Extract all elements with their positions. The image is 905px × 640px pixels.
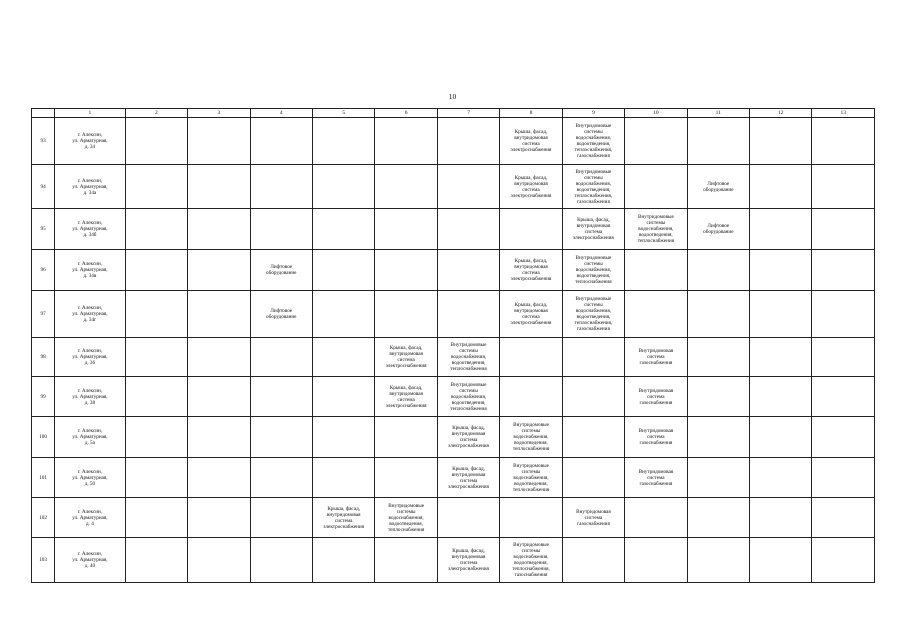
empty-cell xyxy=(312,118,374,165)
empty-cell xyxy=(625,538,687,583)
empty-cell xyxy=(250,165,312,209)
address-cell: г. Алексин, ул. Арматурная, д. 34а xyxy=(55,165,126,209)
work-type-cell: Внутридомовые системы водоснабжения, водоотведения, теплоснабжения xyxy=(437,338,499,377)
empty-cell xyxy=(375,291,437,338)
empty-cell xyxy=(687,458,749,498)
header-cell: 1 xyxy=(55,109,126,118)
empty-cell xyxy=(188,118,250,165)
header-cell: 10 xyxy=(625,109,687,118)
empty-cell xyxy=(812,498,875,538)
work-type-cell: Крыша, фасад, внутридомовая система электроснабжения xyxy=(500,165,562,209)
empty-cell xyxy=(750,165,812,209)
work-type-cell: Внутридомовая система газоснабжения xyxy=(625,338,687,377)
empty-cell xyxy=(250,417,312,458)
empty-cell xyxy=(500,209,562,250)
empty-cell xyxy=(687,338,749,377)
empty-cell xyxy=(625,165,687,209)
table-row xyxy=(32,538,875,583)
empty-cell xyxy=(375,538,437,583)
work-type-cell: Внутридомовая система газоснабжения xyxy=(625,377,687,417)
empty-cell xyxy=(125,458,187,498)
address-cell: г. Алексин, ул. Арматурная, д. 50 xyxy=(55,458,126,498)
empty-cell xyxy=(250,377,312,417)
empty-cell xyxy=(812,458,875,498)
work-type-cell: Внутридомовые системы водоснабжения, водоотведения, теплоснабжения xyxy=(500,458,562,498)
work-type-cell: Внутридомовые системы водоснабжения, водоотведения, теплоснабжения xyxy=(500,417,562,458)
empty-cell xyxy=(625,118,687,165)
empty-cell xyxy=(312,417,374,458)
empty-cell xyxy=(562,458,624,498)
empty-cell xyxy=(812,538,875,583)
empty-cell xyxy=(312,338,374,377)
table-header-row xyxy=(32,109,875,118)
empty-cell xyxy=(188,498,250,538)
empty-cell xyxy=(125,498,187,538)
empty-cell xyxy=(375,250,437,291)
row-number-cell: 97 xyxy=(32,291,55,338)
header-cell: 13 xyxy=(812,109,875,118)
empty-cell xyxy=(250,458,312,498)
empty-cell xyxy=(437,118,499,165)
work-type-cell: Лифтовое оборудование xyxy=(250,250,312,291)
work-type-cell: Внутридомовые системы водоснабжения, водоотведения, теплоснабжения xyxy=(562,250,624,291)
empty-cell xyxy=(125,209,187,250)
table-row xyxy=(32,417,875,458)
empty-cell xyxy=(687,417,749,458)
empty-cell xyxy=(188,250,250,291)
address-cell: г. Алексин, ул. Арматурная, д. 36 xyxy=(55,338,126,377)
header-cell: 7 xyxy=(437,109,499,118)
header-cell: 9 xyxy=(562,109,624,118)
empty-cell xyxy=(687,377,749,417)
header-cell: 3 xyxy=(188,109,250,118)
empty-cell xyxy=(125,291,187,338)
empty-cell xyxy=(125,250,187,291)
work-type-cell: Крыша, фасад, внутридомовая система электроснабжения xyxy=(562,209,624,250)
empty-cell xyxy=(437,165,499,209)
empty-cell xyxy=(125,377,187,417)
empty-cell xyxy=(687,538,749,583)
table-row xyxy=(32,291,875,338)
empty-cell xyxy=(812,118,875,165)
empty-cell xyxy=(812,209,875,250)
empty-cell xyxy=(812,417,875,458)
work-type-cell: Внутридомовые системы водоснабжения, водоотведения, теплоснабжения, газоснабжения xyxy=(500,538,562,583)
empty-cell xyxy=(375,417,437,458)
empty-cell xyxy=(312,291,374,338)
work-type-cell: Крыша, фасад, внутридомовая система электроснабжения xyxy=(500,291,562,338)
row-number-cell: 93 xyxy=(32,118,55,165)
empty-cell xyxy=(625,250,687,291)
row-number-cell: 96 xyxy=(32,250,55,291)
empty-cell xyxy=(375,458,437,498)
empty-cell xyxy=(250,209,312,250)
empty-cell xyxy=(812,165,875,209)
work-type-cell: Внутридомовые системы водоснабжения, водоотведения, теплоснабжения, газоснабжения xyxy=(562,118,624,165)
header-cell: 11 xyxy=(687,109,749,118)
row-number-cell: 101 xyxy=(32,458,55,498)
empty-cell xyxy=(562,538,624,583)
empty-cell xyxy=(375,209,437,250)
work-type-cell: Внутридомовая система газоснабжения xyxy=(625,417,687,458)
row-number-cell: 94 xyxy=(32,165,55,209)
empty-cell xyxy=(312,458,374,498)
work-type-cell: Крыша, фасад, внутридомовая система электроснабжения xyxy=(375,338,437,377)
empty-cell xyxy=(687,291,749,338)
empty-cell xyxy=(687,250,749,291)
empty-cell xyxy=(750,250,812,291)
empty-cell xyxy=(750,377,812,417)
repair-schedule-table xyxy=(31,108,875,583)
empty-cell xyxy=(562,377,624,417)
header-cell: 12 xyxy=(750,109,812,118)
empty-cell xyxy=(812,291,875,338)
empty-cell xyxy=(188,458,250,498)
header-cell: 4 xyxy=(250,109,312,118)
work-type-cell: Лифтовое оборудование xyxy=(250,291,312,338)
address-cell: г. Алексин, ул. Арматурная, д. 4 xyxy=(55,498,126,538)
empty-cell xyxy=(437,250,499,291)
empty-cell xyxy=(750,209,812,250)
empty-cell xyxy=(562,338,624,377)
empty-cell xyxy=(812,338,875,377)
work-type-cell: Внутридомовые системы водоснабжения, водоотведения, теплоснабжения xyxy=(375,498,437,538)
empty-cell xyxy=(125,338,187,377)
row-number-cell: 100 xyxy=(32,417,55,458)
empty-cell xyxy=(188,209,250,250)
empty-cell xyxy=(125,417,187,458)
empty-cell xyxy=(250,538,312,583)
empty-cell xyxy=(812,377,875,417)
empty-cell xyxy=(562,417,624,458)
empty-cell xyxy=(188,417,250,458)
empty-cell xyxy=(250,118,312,165)
empty-cell xyxy=(125,118,187,165)
address-cell: г. Алексин, ул. Арматурная, д. 34 xyxy=(55,118,126,165)
empty-cell xyxy=(625,291,687,338)
empty-cell xyxy=(500,498,562,538)
row-number-cell: 99 xyxy=(32,377,55,417)
empty-cell xyxy=(500,338,562,377)
empty-cell xyxy=(437,209,499,250)
empty-cell xyxy=(312,165,374,209)
empty-cell xyxy=(437,498,499,538)
table-row xyxy=(32,338,875,377)
empty-cell xyxy=(188,165,250,209)
table-row xyxy=(32,165,875,209)
empty-cell xyxy=(437,291,499,338)
table-row xyxy=(32,118,875,165)
row-number-cell: 102 xyxy=(32,498,55,538)
work-type-cell: Внутридомовые системы водоснабжения, водоотведения, теплоснабжения, газоснабжения xyxy=(562,291,624,338)
empty-cell xyxy=(812,250,875,291)
empty-cell xyxy=(750,417,812,458)
empty-cell xyxy=(125,538,187,583)
address-cell: г. Алексин, ул. Арматурная, д. 34г xyxy=(55,291,126,338)
table-row xyxy=(32,377,875,417)
header-cell: 6 xyxy=(375,109,437,118)
row-number-cell: 103 xyxy=(32,538,55,583)
table-row xyxy=(32,458,875,498)
work-type-cell: Крыша, фасад, внутридомовая система электроснабжения xyxy=(500,250,562,291)
empty-cell xyxy=(750,498,812,538)
empty-cell xyxy=(188,291,250,338)
empty-cell xyxy=(687,498,749,538)
empty-cell xyxy=(750,538,812,583)
table-row xyxy=(32,209,875,250)
empty-cell xyxy=(375,165,437,209)
address-cell: г. Алексин, ул. Арматурная, д. 34в xyxy=(55,250,126,291)
empty-cell xyxy=(625,498,687,538)
work-type-cell: Лифтовое оборудование xyxy=(687,209,749,250)
header-cell xyxy=(32,109,55,118)
empty-cell xyxy=(750,118,812,165)
empty-cell xyxy=(750,338,812,377)
empty-cell xyxy=(500,377,562,417)
empty-cell xyxy=(312,209,374,250)
empty-cell xyxy=(312,538,374,583)
header-cell: 8 xyxy=(500,109,562,118)
work-type-cell: Внутридомовая система газоснабжения xyxy=(625,458,687,498)
work-type-cell: Крыша, фасад, внутридомовая система электроснабжения xyxy=(312,498,374,538)
work-type-cell: Внутридомовые системы водоснабжения, водоотведения, теплоснабжения xyxy=(625,209,687,250)
empty-cell xyxy=(687,118,749,165)
work-type-cell: Внутридомовая система газоснабжения xyxy=(562,498,624,538)
empty-cell xyxy=(188,377,250,417)
address-cell: г. Алексин, ул. Арматурная, д. 5а xyxy=(55,417,126,458)
empty-cell xyxy=(750,291,812,338)
empty-cell xyxy=(188,538,250,583)
empty-cell xyxy=(375,118,437,165)
empty-cell xyxy=(125,165,187,209)
empty-cell xyxy=(312,377,374,417)
work-type-cell: Крыша, фасад, внутридомовая система электроснабжения xyxy=(437,538,499,583)
header-cell: 5 xyxy=(312,109,374,118)
work-type-cell: Внутридомовые системы водоснабжения, водоотведения, теплоснабжения, газоснабжения xyxy=(562,165,624,209)
work-type-cell: Крыша, фасад, внутридомовая система электроснабжения xyxy=(437,417,499,458)
empty-cell xyxy=(250,338,312,377)
work-type-cell: Лифтовое оборудование xyxy=(687,165,749,209)
table-row xyxy=(32,250,875,291)
empty-cell xyxy=(250,498,312,538)
page-number: 10 xyxy=(448,92,457,101)
address-cell: г. Алексин, ул. Арматурная, д. 38 xyxy=(55,377,126,417)
address-cell: г. Алексин, ул. Арматурная, д. 40 xyxy=(55,538,126,583)
header-cell: 2 xyxy=(125,109,187,118)
work-type-cell: Внутридомовые системы водоснабжения, водоотведения, теплоснабжения xyxy=(437,377,499,417)
work-type-cell: Крыша, фасад, внутридомовая система электроснабжения xyxy=(437,458,499,498)
empty-cell xyxy=(750,458,812,498)
table-row xyxy=(32,498,875,538)
row-number-cell: 95 xyxy=(32,209,55,250)
empty-cell xyxy=(188,338,250,377)
work-type-cell: Крыша, фасад, внутридомовая система электроснабжения xyxy=(500,118,562,165)
work-type-cell: Крыша, фасад, внутридомовая система электроснабжения xyxy=(375,377,437,417)
row-number-cell: 98 xyxy=(32,338,55,377)
empty-cell xyxy=(312,250,374,291)
address-cell: г. Алексин, ул. Арматурная, д. 34б xyxy=(55,209,126,250)
